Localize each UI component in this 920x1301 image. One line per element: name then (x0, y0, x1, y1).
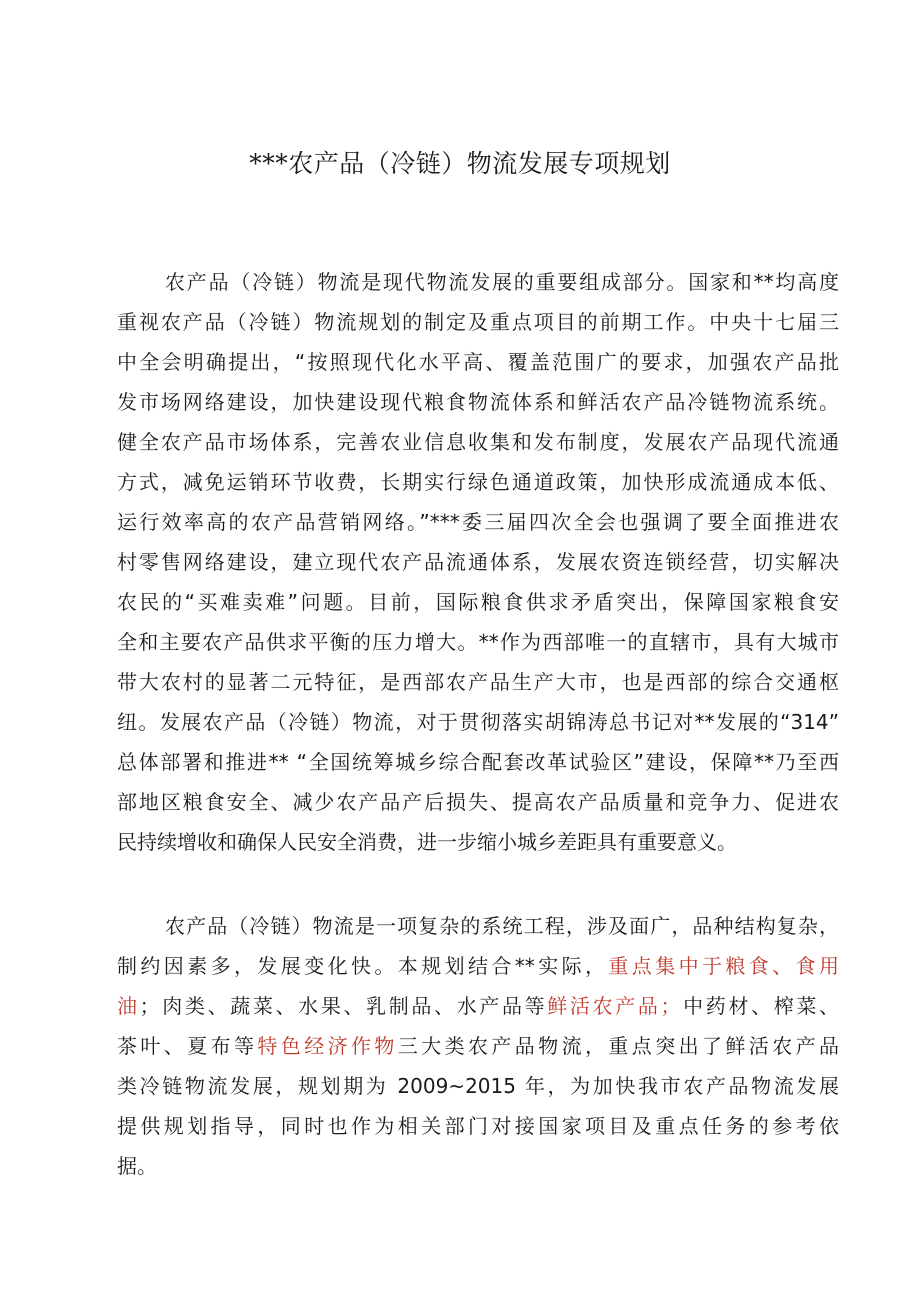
paragraph-line: 农产品（冷链）物流是现代物流发展的重要组成部分。国家和**均高度 (165, 270, 839, 294)
paragraph-line: 纽。发展农产品（冷链）物流，对于贯彻落实胡锦涛总书记对**发展的“314” (117, 710, 839, 734)
text-run: 三大类农产品物流，重点突出了鲜活农产品 (397, 1034, 840, 1058)
document-title: ***农产品（冷链）物流发展专项规划 (249, 149, 671, 178)
paragraph-line: 据。 (117, 1154, 157, 1178)
paragraph-line (117, 986, 839, 1026)
paragraph-line: 类冷链物流发展，规划期为 2009~2015 年，为加快我市农产品物流发展 (117, 1074, 839, 1098)
text-run: 制约因素多，发展变化快。本规划结合**实际， (117, 954, 609, 978)
paragraph-line (117, 1026, 839, 1066)
paragraph-line: 全和主要农产品供求平衡的压力增大。**作为西部唯一的直辖市，具有大城市 (117, 630, 839, 654)
paragraph-line: 总体部署和推进** “全国统筹城乡综合配套改革试验区”建设，保障**乃至西 (117, 750, 839, 774)
paragraph-line: 农产品（冷链）物流是一项复杂的系统工程，涉及面广，品种结构复杂， (165, 914, 839, 938)
paragraph-1 (117, 262, 839, 862)
paragraph-line: 中全会明确提出，“按照现代化水平高、覆盖范围广的要求，加强农产品批 (117, 350, 839, 374)
text-run: 茶叶、夏布等 (117, 1034, 258, 1058)
paragraph-line: 发市场网络建设，加快建设现代粮食物流体系和鲜活农产品冷链物流系统。 (117, 390, 839, 414)
paragraph-line: 村零售网络建设，建立现代农产品流通体系，发展农资连锁经营，切实解决 (117, 550, 839, 574)
highlighted-text: 鲜活农产品； (547, 994, 681, 1018)
paragraph-line: 方式，减免运销环节收费，长期实行绿色通道政策，加快形成流通成本低、 (117, 470, 839, 494)
paragraph-line: 健全农产品市场体系，完善农业信息收集和发布制度，发展农产品现代流通 (117, 430, 839, 454)
paragraph-line: 农民的“买难卖难”问题。目前，国际粮食供求矛盾突出，保障国家粮食安 (117, 590, 839, 614)
paragraph-line: 部地区粮食安全、减少农产品产后损失、提高农产品质量和竞争力、促进农 (117, 790, 839, 814)
paragraph-line: 带大农村的显著二元特征，是西部农产品生产大市，也是西部的综合交通枢 (117, 670, 839, 694)
paragraph-line: 提供规划指导，同时也作为相关部门对接国家项目及重点任务的参考依 (117, 1114, 839, 1138)
text-run: 中药材、榨菜、 (680, 994, 840, 1018)
highlighted-text: 油 (117, 994, 140, 1018)
paragraph-line: 运行效率高的农产品营销网络。”***委三届四次全会也强调了要全面推进农 (117, 510, 839, 534)
paragraph-2 (117, 906, 839, 1186)
paragraph-line: 民持续增收和确保人民安全消费，进一步缩小城乡差距具有重要意义。 (117, 830, 737, 854)
text-run: ；肉类、蔬菜、水果、乳制品、水产品等 (139, 994, 548, 1018)
highlighted-text: 重点集中于粮食、食用 (608, 954, 840, 978)
paragraph-line: 重视农产品（冷链）物流规划的制定及重点项目的前期工作。中央十七届三 (117, 310, 839, 334)
paragraph-line (117, 946, 839, 986)
highlighted-text: 特色经济作物 (257, 1034, 398, 1058)
